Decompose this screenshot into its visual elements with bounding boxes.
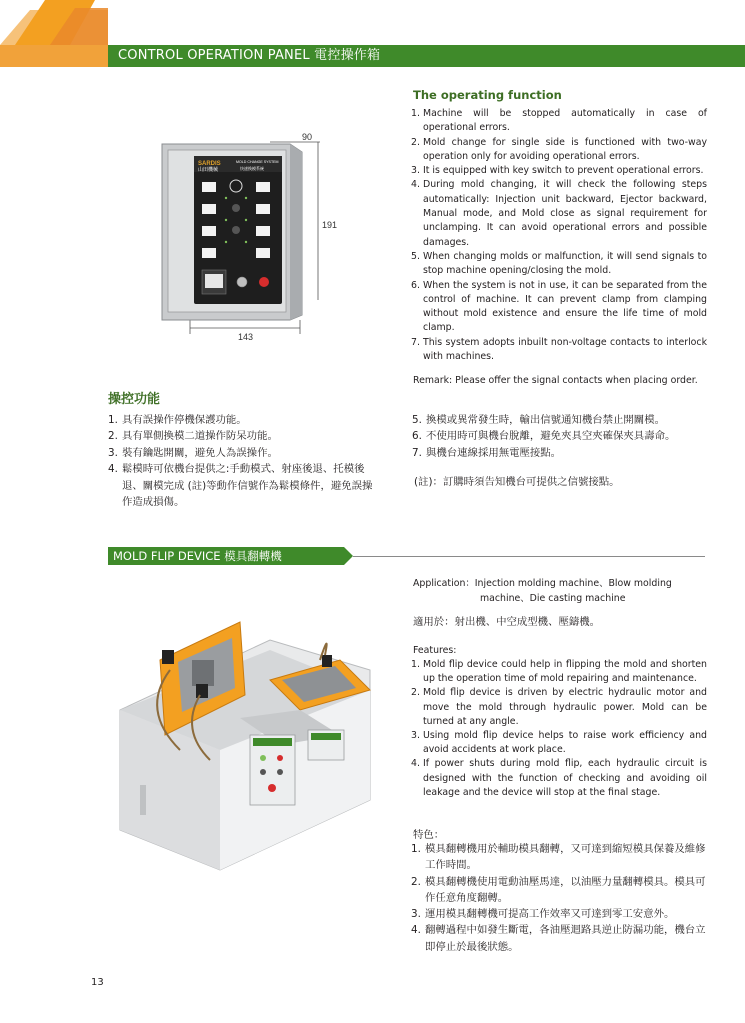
panel-brand-zh: 山田機械 — [198, 167, 219, 173]
item-text: If power shuts during mold flip, each hydraulic circuit is designed with the function of checking and avoiding oil leakage and the device will stop at the final stage. — [423, 758, 707, 798]
list-item — [411, 841, 711, 874]
zh-features-title: 特色： — [413, 829, 445, 841]
zh-function-title: 操控功能 — [108, 392, 161, 407]
application-text — [413, 577, 713, 606]
application-zh: 適用於：射出機、中空成型機、壓鑄機。 — [413, 616, 601, 628]
list-item — [411, 874, 711, 907]
list-item — [411, 250, 707, 279]
item-text: 不使用時可與機台脫離，避免夾具空夾確保夾具壽命。 — [426, 430, 676, 443]
dim-depth-label: 143 — [238, 332, 254, 342]
list-item — [411, 336, 707, 365]
zh-function-list-left — [108, 412, 378, 510]
zh-function-list-right — [412, 412, 712, 461]
list-item — [411, 922, 711, 955]
item-text: Mold flip device could help in flipping the mold and shorten up the operation time of mold repairing and maintenance. — [423, 659, 707, 685]
item-number: 3. — [411, 908, 421, 921]
application-line-2: machine、Die casting machine — [480, 592, 626, 604]
item-text: When the system is not in use, it can be separated from the control of machine. It can prevent clamp from clamping without mold existence and ensure the life time of mold clamp. — [423, 279, 707, 334]
panel-plate-zh: 快速換模系統 — [240, 166, 264, 171]
application-line-1: Application：Injection molding machine、Blow molding — [413, 578, 672, 589]
item-text: This system adopts inbuilt non-voltage contacts to interlock with machines. — [423, 336, 707, 363]
corner-decoration — [0, 0, 115, 70]
item-number: 1. — [411, 843, 421, 855]
mold-flip-device-image — [100, 600, 390, 870]
list-item — [411, 107, 707, 136]
item-text: Machine will be stopped automatically in case of operational errors. — [423, 108, 707, 134]
section-divider — [353, 556, 705, 557]
item-text: 裝有鑰匙開關，避免人為誤操作。 — [122, 446, 278, 459]
list-item — [411, 136, 707, 165]
control-panel-image — [150, 130, 338, 345]
item-text: During mold changing, it will check the following steps automatically: Injection unit backward, Ejector backward, Manual mode, and Mold close as signal requirement for unclamping. It can avoid operational errors and possible damages. — [423, 179, 707, 248]
item-text: When changing molds or malfunction, it will send signals to stop machine opening/closing the mold. — [423, 250, 707, 277]
item-number: 4. — [411, 758, 420, 770]
panel-plate-title: MOLD CHANGE SYSTEM — [236, 160, 279, 164]
item-number: 2. — [411, 687, 420, 699]
item-text: 換模或異常發生時，輸出信號通知機台禁止開關模。 — [426, 414, 665, 426]
list-item — [411, 164, 707, 178]
operating-function-title: The operating function — [413, 88, 562, 102]
page-title: CONTROL OPERATION PANEL 電控操作箱 — [118, 48, 381, 63]
item-text: Using mold flip device helps to raise work efficiency and avoid accidents at work place. — [423, 730, 707, 756]
dim-width-label: 90 — [302, 132, 313, 142]
remark-text: Remark: Please offer the signal contacts when placing order. — [413, 375, 698, 386]
item-number: 4. — [411, 179, 420, 191]
zh-note: (註)：訂購時須告知機台可提供之信號接點。 — [414, 476, 620, 488]
item-text: 模具翻轉機用於輔助模具翻轉，又可達到縮短模具保養及維修工作時間。 — [425, 843, 706, 872]
list-item — [108, 428, 378, 444]
item-number: 2. — [108, 430, 118, 443]
list-item — [411, 757, 707, 800]
item-text: 與機台連線採用無電壓接點。 — [426, 446, 562, 459]
item-text: 具有單側換模二道操作防呆功能。 — [122, 430, 278, 443]
panel-brand: SARDIS — [198, 161, 221, 167]
list-item — [108, 461, 378, 510]
zh-features-list — [411, 841, 711, 955]
item-text: 具有誤操作停機保護功能。 — [122, 414, 247, 426]
features-list — [411, 658, 707, 800]
item-number: 2. — [411, 875, 421, 888]
item-number: 6. — [412, 430, 422, 443]
item-number: 3. — [411, 730, 420, 742]
list-item — [411, 658, 707, 686]
item-number: 4. — [108, 463, 118, 476]
section-title: MOLD FLIP DEVICE 模具翻轉機 — [113, 549, 282, 563]
item-text: 翻轉過程中如發生斷電，各油壓迴路具逆止防漏功能，機台立即停止於最後狀態。 — [425, 924, 706, 953]
list-item — [411, 686, 707, 729]
list-item — [108, 412, 378, 428]
item-number: 7. — [411, 336, 420, 348]
item-number: 3. — [411, 165, 420, 177]
item-number: 6. — [411, 279, 420, 291]
item-number: 5. — [411, 250, 420, 262]
item-text: It is equipped with key switch to prevent operational errors. — [423, 165, 704, 177]
item-number: 1. — [411, 108, 420, 119]
dim-height-label: 191 — [322, 220, 338, 230]
item-text: 鬆模時可依機台提供之:手動模式、射座後退、托模後退、關模完成 (註)等動作信號作為鬆模條件，避免誤操作造成損傷。 — [122, 463, 373, 509]
list-item — [412, 445, 712, 461]
item-number: 5. — [412, 414, 422, 426]
item-number: 4. — [411, 924, 421, 937]
list-item — [411, 906, 711, 922]
operating-function-list — [411, 107, 707, 364]
item-number: 1. — [108, 414, 118, 426]
item-number: 7. — [412, 446, 422, 459]
list-item — [411, 279, 707, 336]
list-item — [411, 178, 707, 249]
item-number: 1. — [411, 659, 420, 670]
list-item — [412, 428, 712, 444]
features-title: Features: — [413, 645, 457, 656]
item-text: 模具翻轉機使用電動油壓馬達，以油壓力量翻轉模具。模具可作任意角度翻轉。 — [425, 875, 706, 904]
list-item — [412, 412, 712, 428]
item-text: 運用模具翻轉機可提高工作效率又可達到零工安意外。 — [425, 908, 675, 921]
item-number: 2. — [411, 136, 420, 148]
list-item — [108, 445, 378, 461]
page-number: 13 — [91, 977, 104, 988]
item-text: Mold flip device is driven by electric hydraulic motor and move the mold through hydraulic power. Mold can be turned at any angle. — [423, 687, 707, 727]
item-number: 3. — [108, 446, 118, 459]
item-text: Mold change for single side is functioned with two-way operation only for avoiding operational errors. — [423, 136, 707, 162]
list-item — [411, 729, 707, 757]
